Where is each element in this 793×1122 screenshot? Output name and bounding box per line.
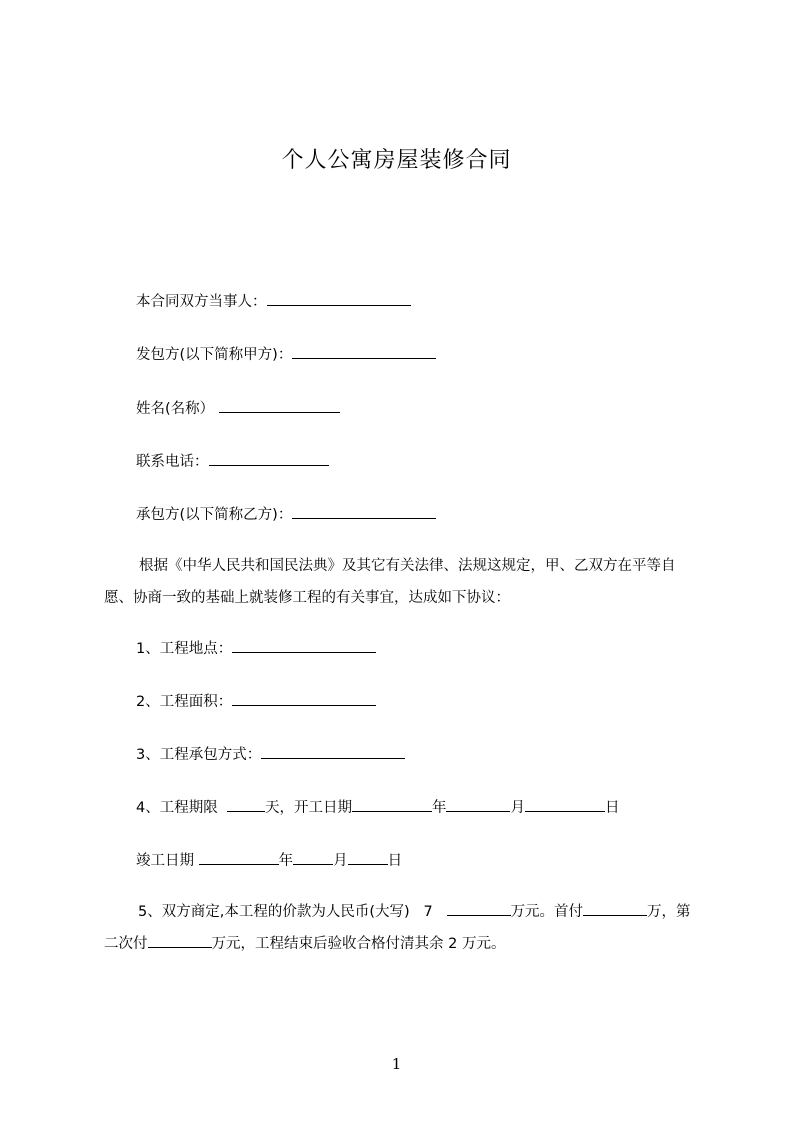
item4-label: 4、工程期限 (136, 800, 218, 816)
document-title: 个人公寓房屋装修合同 (281, 148, 512, 173)
phone-line (136, 451, 329, 472)
item4-day-blank[interactable] (525, 797, 605, 812)
item3-line (136, 744, 405, 765)
name-label: 姓名(名称） (136, 401, 215, 417)
item1-label: 1、工程地点： (136, 641, 233, 657)
item5-unit1: 万元。首付 (510, 904, 584, 920)
parties-line (136, 291, 411, 312)
name-blank[interactable] (219, 398, 340, 413)
item5-paragraph (104, 896, 702, 960)
item3-blank[interactable] (261, 744, 405, 759)
item4-month-text: 月 (510, 800, 525, 816)
party-b-line (136, 504, 436, 525)
item4-year-blank[interactable] (352, 797, 432, 812)
name-line (136, 398, 340, 419)
item5-intro: 5、双方商定,本工程的价款为人民币(大写) (138, 904, 410, 920)
completion-year-blank[interactable] (199, 850, 279, 865)
item2-blank[interactable] (232, 691, 376, 706)
completion-day-blank[interactable] (348, 850, 388, 865)
page-number: 1 (391, 1055, 402, 1073)
parties-label: 本合同双方当事人： (136, 294, 267, 310)
item5-total-blank[interactable] (447, 901, 511, 916)
item5-amount: 7 (423, 904, 433, 920)
item4-days-blank[interactable] (227, 797, 265, 812)
item4-line (136, 797, 619, 818)
item1-blank[interactable] (232, 638, 376, 653)
party-a-blank[interactable] (292, 344, 436, 359)
completion-year-text: 年 (278, 853, 294, 869)
completion-line (136, 850, 402, 871)
parties-blank[interactable] (267, 291, 411, 306)
phone-label: 联系电话： (136, 454, 209, 470)
item4-month-blank[interactable] (446, 797, 510, 812)
item5-first-payment-blank[interactable] (583, 901, 647, 916)
item5-unit2: 万，第二次付 (104, 904, 691, 952)
item4-year-text: 年 (431, 800, 447, 816)
phone-blank[interactable] (209, 451, 329, 466)
item4-days-text: 天，开工日期 (264, 800, 352, 816)
item4-day-text: 日 (604, 800, 620, 816)
preamble-paragraph: 根据《中华人民共和国民法典》及其它有关法律、法规这规定，甲、乙双方在平等自愿、协商一致的基础上就装修工程的有关事宜，达成如下协议： (104, 558, 676, 606)
completion-day-text: 日 (387, 853, 403, 869)
item5-second-payment-blank[interactable] (148, 933, 212, 948)
item2-line (136, 691, 376, 712)
item5-tail: 万元，工程结束后验收合格付清其余 2 万元。 (211, 936, 506, 952)
completion-month-blank[interactable] (293, 850, 333, 865)
party-b-blank[interactable] (292, 504, 436, 519)
item1-line (136, 638, 376, 659)
party-a-line (136, 344, 436, 365)
completion-label: 竣工日期 (136, 853, 194, 869)
completion-month-text: 月 (333, 853, 348, 869)
item2-label: 2、工程面积： (136, 694, 233, 710)
party-b-label: 承包方(以下简称乙方)： (136, 507, 293, 523)
party-a-label: 发包方(以下简称甲方)： (136, 347, 293, 363)
item3-label: 3、工程承包方式： (136, 747, 262, 763)
